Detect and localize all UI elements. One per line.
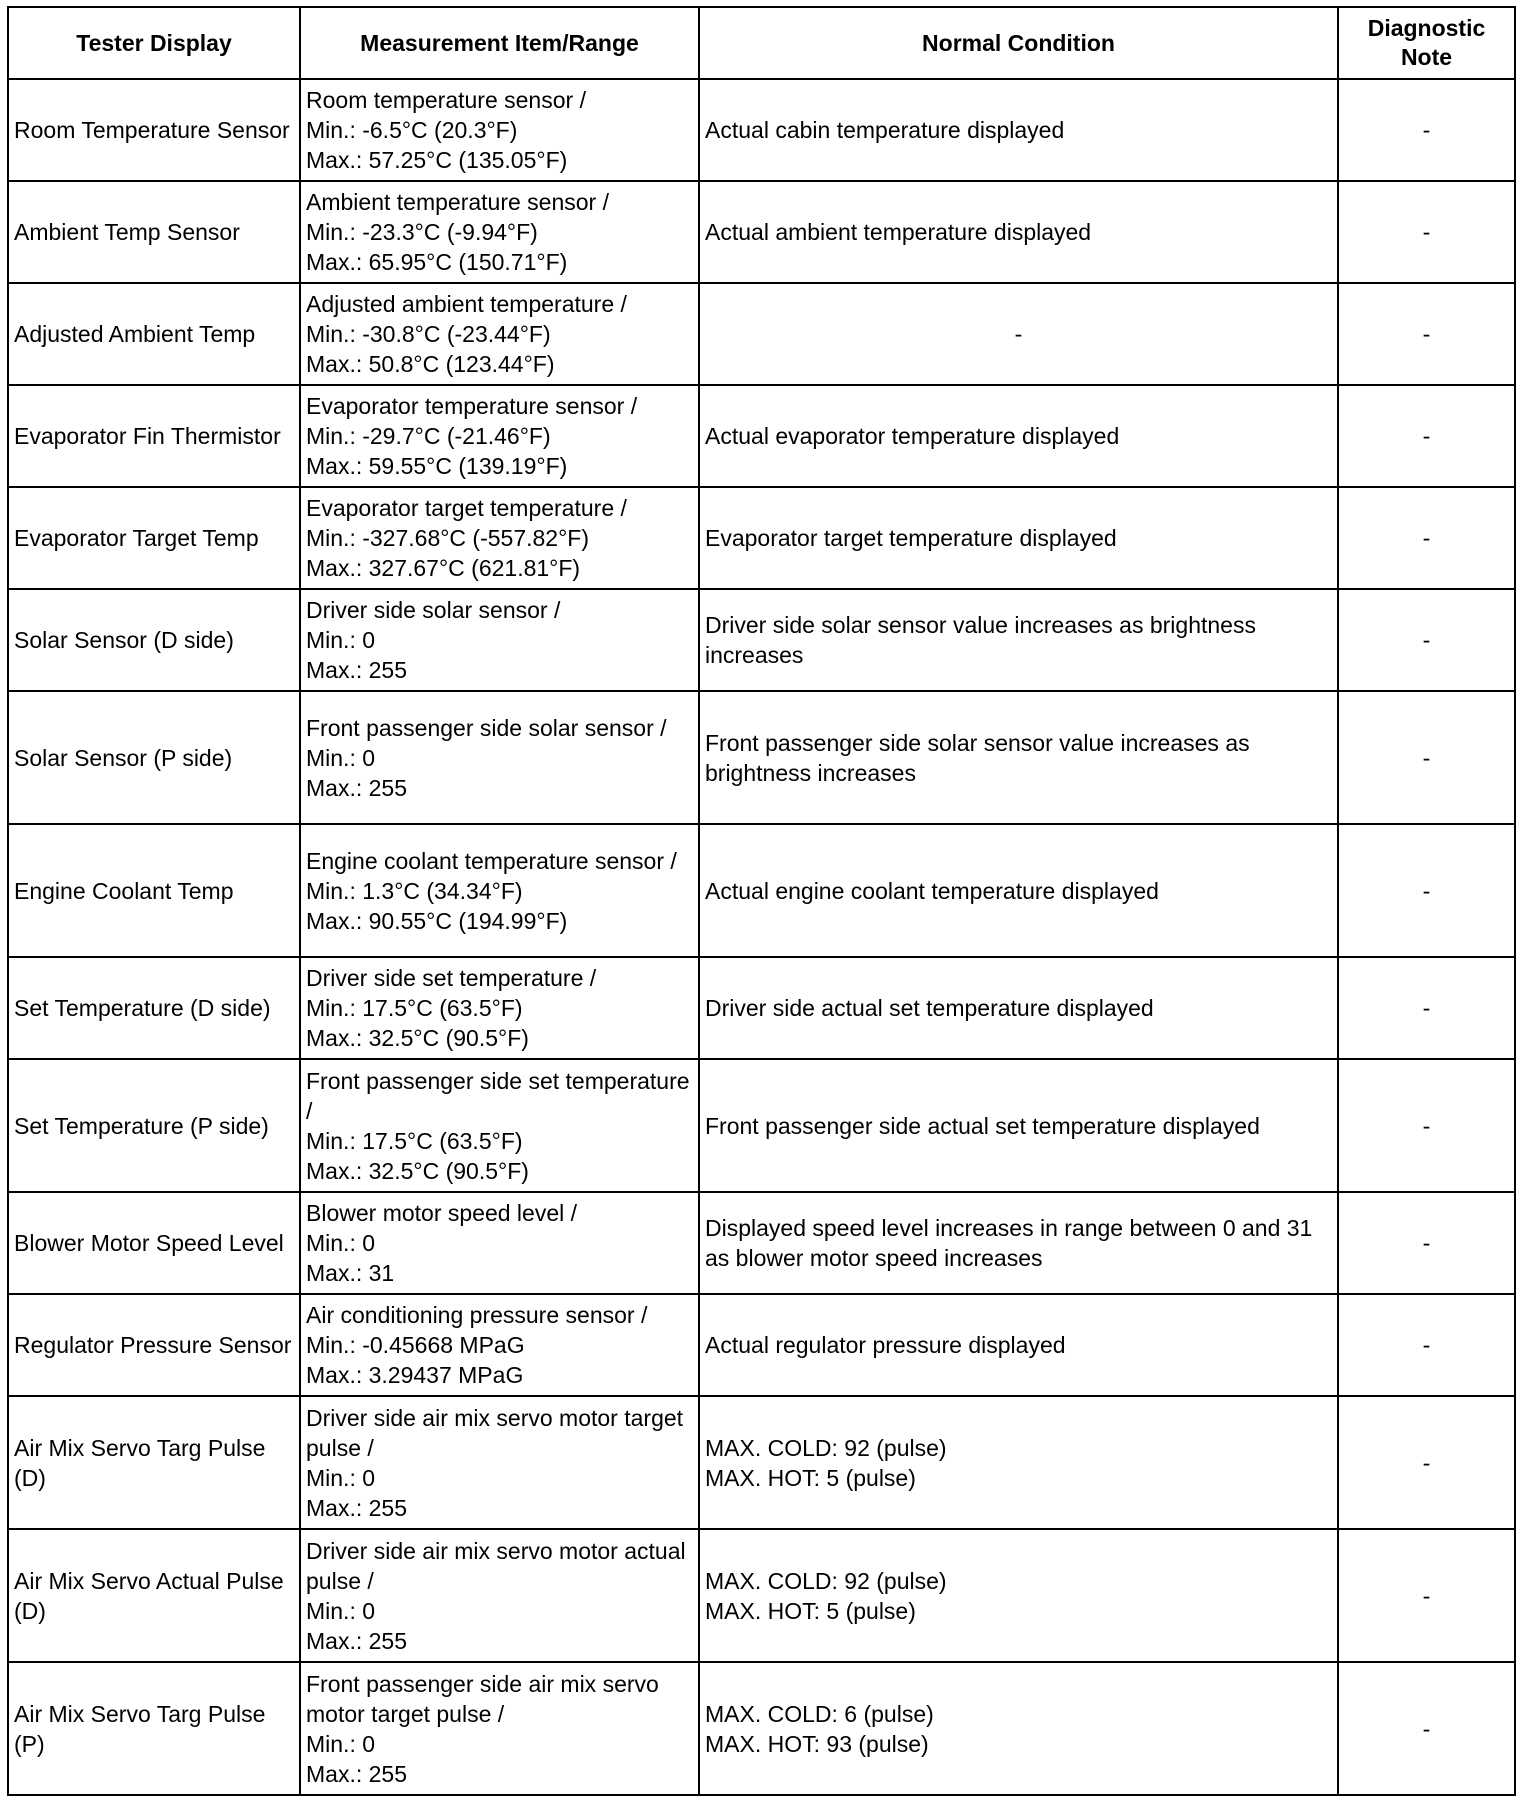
measurement-range-cell bbox=[300, 1192, 699, 1294]
measurement-range-cell bbox=[300, 589, 699, 691]
table-row bbox=[8, 1396, 1515, 1529]
tester-display-cell: Regulator Pressure Sensor bbox=[8, 1294, 300, 1396]
range-item: Air conditioning pressure sensor / bbox=[306, 1302, 648, 1328]
tester-display-cell: Ambient Temp Sensor bbox=[8, 181, 300, 283]
table-row bbox=[8, 181, 1515, 283]
range-max: Max.: 255 bbox=[306, 1494, 407, 1521]
tester-display-cell: Set Temperature (D side) bbox=[8, 957, 300, 1059]
diagnostic-note-cell: - bbox=[1338, 691, 1515, 824]
range-min: Min.: -0.45668 MPaG bbox=[306, 1332, 525, 1358]
measurement-range-cell bbox=[300, 957, 699, 1059]
normal-condition-cell bbox=[699, 283, 1338, 385]
condition-line: Actual cabin temperature displayed bbox=[705, 117, 1065, 143]
table-row bbox=[8, 1294, 1515, 1396]
range-item: Driver side air mix servo motor actual pulse / bbox=[306, 1537, 686, 1594]
range-item: Driver side air mix servo motor target pulse / bbox=[306, 1404, 684, 1461]
table-row bbox=[8, 1059, 1515, 1192]
normal-condition-cell bbox=[699, 957, 1338, 1059]
range-item: Evaporator temperature sensor / bbox=[306, 393, 638, 419]
normal-condition-cell bbox=[699, 1529, 1338, 1662]
condition-line: Displayed speed level increases in range between 0 and 31 as blower motor speed increases bbox=[705, 1215, 1313, 1271]
range-min: Min.: 0 bbox=[306, 1597, 376, 1624]
diagnostic-note-cell: - bbox=[1338, 957, 1515, 1059]
diagnostic-note-cell: - bbox=[1338, 487, 1515, 589]
range-item: Adjusted ambient temperature / bbox=[306, 291, 627, 317]
measurement-range-cell bbox=[300, 1662, 699, 1795]
normal-condition-cell bbox=[699, 385, 1338, 487]
condition-line: Front passenger side actual set temperature displayed bbox=[705, 1112, 1260, 1139]
condition-line: Actual engine coolant temperature displayed bbox=[705, 877, 1159, 904]
table-body bbox=[8, 79, 1515, 1795]
condition-line: Actual ambient temperature displayed bbox=[705, 219, 1092, 245]
range-min: Min.: 0 bbox=[306, 1464, 376, 1491]
range-max: Max.: 255 bbox=[306, 657, 407, 683]
condition-line: MAX. COLD: 6 (pulse) bbox=[705, 1700, 934, 1727]
tester-display-cell: Adjusted Ambient Temp bbox=[8, 283, 300, 385]
range-item: Front passenger side air mix servo motor target pulse / bbox=[306, 1670, 659, 1727]
range-min: Min.: 17.5°C (63.5°F) bbox=[306, 1127, 523, 1154]
range-item: Evaporator target temperature / bbox=[306, 495, 627, 521]
range-item: Driver side set temperature / bbox=[306, 965, 597, 991]
tester-display-cell: Solar Sensor (D side) bbox=[8, 589, 300, 691]
normal-condition-cell bbox=[699, 1059, 1338, 1192]
header-normal-condition: Normal Condition bbox=[699, 7, 1338, 79]
range-item: Blower motor speed level / bbox=[306, 1200, 578, 1226]
normal-condition-cell bbox=[699, 1192, 1338, 1294]
range-max: Max.: 3.29437 MPaG bbox=[306, 1362, 524, 1388]
range-min: Min.: -23.3°C (-9.94°F) bbox=[306, 219, 538, 245]
tester-display-cell: Blower Motor Speed Level bbox=[8, 1192, 300, 1294]
range-item: Driver side solar sensor / bbox=[306, 597, 561, 623]
table-row bbox=[8, 487, 1515, 589]
range-min: Min.: 1.3°C (34.34°F) bbox=[306, 877, 523, 904]
table-row bbox=[8, 385, 1515, 487]
table-row bbox=[8, 283, 1515, 385]
condition-line: MAX. COLD: 92 (pulse) bbox=[705, 1567, 947, 1594]
diagnostic-note-cell: - bbox=[1338, 283, 1515, 385]
header-measurement-item: Measurement Item/Range bbox=[300, 7, 699, 79]
range-min: Min.: 0 bbox=[306, 1730, 376, 1757]
range-min: Min.: -327.68°C (-557.82°F) bbox=[306, 525, 590, 551]
range-max: Max.: 255 bbox=[306, 774, 407, 801]
measurement-range-cell bbox=[300, 487, 699, 589]
range-max: Max.: 90.55°C (194.99°F) bbox=[306, 907, 568, 934]
diagnostic-note-cell: - bbox=[1338, 1529, 1515, 1662]
condition-line: - bbox=[1014, 321, 1023, 347]
measurement-range-cell bbox=[300, 283, 699, 385]
diagnostic-note-cell: - bbox=[1338, 1294, 1515, 1396]
diagnostic-note-cell: - bbox=[1338, 79, 1515, 181]
tester-display-cell: Air Mix Servo Targ Pulse (D) bbox=[8, 1396, 300, 1529]
range-min: Min.: -29.7°C (-21.46°F) bbox=[306, 423, 551, 449]
normal-condition-cell bbox=[699, 691, 1338, 824]
normal-condition-cell bbox=[699, 1294, 1338, 1396]
diagnostic-note-cell: - bbox=[1338, 589, 1515, 691]
tester-display-cell: Set Temperature (P side) bbox=[8, 1059, 300, 1192]
table-row bbox=[8, 79, 1515, 181]
condition-line: MAX. HOT: 5 (pulse) bbox=[705, 1464, 916, 1491]
diagnostic-note-cell: - bbox=[1338, 1396, 1515, 1529]
range-max: Max.: 65.95°C (150.71°F) bbox=[306, 249, 568, 275]
diagnostic-note-cell: - bbox=[1338, 824, 1515, 957]
normal-condition-cell bbox=[699, 1662, 1338, 1795]
normal-condition-cell bbox=[699, 181, 1338, 283]
diagnostic-note-cell: - bbox=[1338, 1192, 1515, 1294]
measurement-range-cell bbox=[300, 1294, 699, 1396]
table-row bbox=[8, 1529, 1515, 1662]
normal-condition-cell bbox=[699, 1396, 1338, 1529]
normal-condition-cell bbox=[699, 487, 1338, 589]
range-max: Max.: 255 bbox=[306, 1627, 407, 1654]
condition-line: Driver side solar sensor value increases as brightness increases bbox=[705, 612, 1256, 668]
normal-condition-cell bbox=[699, 589, 1338, 691]
range-max: Max.: 31 bbox=[306, 1260, 395, 1286]
table-row bbox=[8, 1662, 1515, 1795]
condition-line: Evaporator target temperature displayed bbox=[705, 525, 1117, 551]
range-max: Max.: 327.67°C (621.81°F) bbox=[306, 555, 581, 581]
diagnostic-note-cell: - bbox=[1338, 181, 1515, 283]
range-item: Engine coolant temperature sensor / bbox=[306, 847, 677, 874]
diagnostic-note-cell: - bbox=[1338, 385, 1515, 487]
range-max: Max.: 32.5°C (90.5°F) bbox=[306, 1025, 529, 1051]
condition-line: MAX. COLD: 92 (pulse) bbox=[705, 1434, 947, 1461]
range-max: Max.: 32.5°C (90.5°F) bbox=[306, 1157, 529, 1184]
tester-display-cell: Solar Sensor (P side) bbox=[8, 691, 300, 824]
header-diagnostic-note: Diagnostic Note bbox=[1338, 7, 1515, 79]
tester-display-cell: Evaporator Target Temp bbox=[8, 487, 300, 589]
range-min: Min.: 0 bbox=[306, 627, 376, 653]
range-max: Max.: 59.55°C (139.19°F) bbox=[306, 453, 568, 479]
range-item: Room temperature sensor / bbox=[306, 87, 586, 113]
range-min: Min.: -6.5°C (20.3°F) bbox=[306, 117, 518, 143]
table-row bbox=[8, 824, 1515, 957]
condition-line: Actual regulator pressure displayed bbox=[705, 1332, 1066, 1358]
measurement-range-cell bbox=[300, 691, 699, 824]
measurement-range-cell bbox=[300, 79, 699, 181]
measurement-range-cell bbox=[300, 824, 699, 957]
range-max: Max.: 57.25°C (135.05°F) bbox=[306, 147, 568, 173]
range-min: Min.: 0 bbox=[306, 1230, 376, 1256]
condition-line: Front passenger side solar sensor value increases as brightness increases bbox=[705, 729, 1250, 786]
measurement-range-cell bbox=[300, 1396, 699, 1529]
diagnostic-note-cell: - bbox=[1338, 1059, 1515, 1192]
header-row bbox=[8, 7, 1515, 79]
condition-line: MAX. HOT: 93 (pulse) bbox=[705, 1730, 929, 1757]
range-item: Front passenger side solar sensor / bbox=[306, 714, 667, 741]
range-item: Front passenger side set temperature / bbox=[306, 1067, 690, 1124]
range-max: Max.: 255 bbox=[306, 1760, 407, 1787]
header-tester-display: Tester Display bbox=[8, 7, 300, 79]
range-max: Max.: 50.8°C (123.44°F) bbox=[306, 351, 555, 377]
tester-display-cell: Evaporator Fin Thermistor bbox=[8, 385, 300, 487]
tester-display-cell: Air Mix Servo Targ Pulse (P) bbox=[8, 1662, 300, 1795]
table-row bbox=[8, 589, 1515, 691]
data-list-table bbox=[7, 6, 1516, 1796]
normal-condition-cell bbox=[699, 824, 1338, 957]
condition-line: Actual evaporator temperature displayed bbox=[705, 423, 1120, 449]
condition-line: Driver side actual set temperature displayed bbox=[705, 995, 1154, 1021]
condition-line: MAX. HOT: 5 (pulse) bbox=[705, 1597, 916, 1624]
table-row bbox=[8, 1192, 1515, 1294]
measurement-range-cell bbox=[300, 1529, 699, 1662]
tester-display-cell: Air Mix Servo Actual Pulse (D) bbox=[8, 1529, 300, 1662]
table-row bbox=[8, 957, 1515, 1059]
tester-display-cell: Room Temperature Sensor bbox=[8, 79, 300, 181]
diagnostic-note-cell: - bbox=[1338, 1662, 1515, 1795]
range-min: Min.: -30.8°C (-23.44°F) bbox=[306, 321, 551, 347]
measurement-range-cell bbox=[300, 385, 699, 487]
normal-condition-cell bbox=[699, 79, 1338, 181]
range-min: Min.: 17.5°C (63.5°F) bbox=[306, 995, 523, 1021]
tester-display-cell: Engine Coolant Temp bbox=[8, 824, 300, 957]
range-min: Min.: 0 bbox=[306, 744, 376, 771]
table-row bbox=[8, 691, 1515, 824]
measurement-range-cell bbox=[300, 1059, 699, 1192]
measurement-range-cell bbox=[300, 181, 699, 283]
range-item: Ambient temperature sensor / bbox=[306, 189, 609, 215]
